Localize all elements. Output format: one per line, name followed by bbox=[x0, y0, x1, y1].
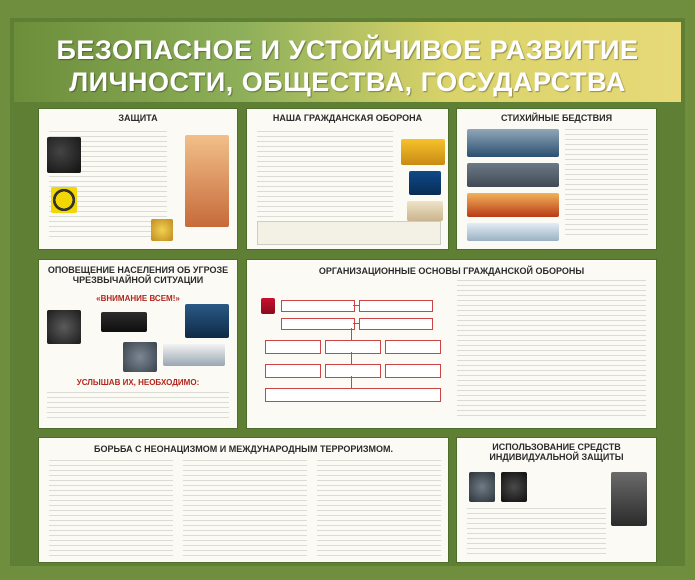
badge-icon bbox=[151, 219, 173, 241]
org-box-9 bbox=[325, 364, 381, 378]
tv-image bbox=[185, 304, 229, 338]
panel-title-protection: ЗАЩИТА bbox=[118, 113, 158, 123]
alert-footer-text: УСЛЫШАВ ИХ, НЕОБХОДИМО: bbox=[76, 378, 200, 387]
alert-title-line-1: ОПОВЕЩЕНИЕ НАСЕЛЕНИЯ ОБ УГРОЗЕ bbox=[47, 265, 229, 275]
text-column-1 bbox=[49, 460, 173, 556]
org-box-8 bbox=[265, 364, 321, 378]
documents-image bbox=[407, 201, 443, 221]
fire-image bbox=[467, 193, 559, 217]
title-line-2: ЛИЧНОСТИ, ОБЩЕСТВА, ГОСУДАРСТВА bbox=[69, 67, 626, 97]
org-box-5 bbox=[265, 340, 321, 354]
org-box-1 bbox=[281, 300, 355, 312]
ppe-title-line-1: ИСПОЛЬЗОВАНИЕ СРЕДСТВ bbox=[492, 442, 621, 452]
speaker-image bbox=[123, 342, 157, 372]
panel-title-civil-defense: НАША ГРАЖДАНСКАЯ ОБОРОНА bbox=[272, 113, 423, 123]
emblem-icon bbox=[261, 298, 275, 314]
poster-title bbox=[14, 34, 681, 98]
radio-image bbox=[101, 312, 147, 332]
org-box-6 bbox=[325, 340, 381, 354]
org-box-11 bbox=[265, 388, 441, 402]
org-box-3 bbox=[281, 318, 355, 330]
panel-organization bbox=[246, 259, 657, 429]
org-box-2 bbox=[359, 300, 433, 312]
flood-image bbox=[467, 129, 559, 157]
org-box-4 bbox=[359, 318, 433, 330]
panel-natural-disasters bbox=[456, 108, 657, 250]
ppe-title-line-2: ИНДИВИДУАЛЬНОЙ ЗАЩИТЫ bbox=[489, 452, 624, 462]
text-block-ppe bbox=[467, 508, 606, 554]
panel-ppe bbox=[456, 437, 657, 563]
panel-title-terrorism: БОРЬБА С НЕОНАЦИЗМОМ И МЕЖДУНАРОДНЫМ ТЕРРОРИЗМОМ. bbox=[94, 444, 393, 454]
org-box-10 bbox=[385, 364, 441, 378]
panel-alert bbox=[38, 259, 238, 429]
text-block-organization bbox=[457, 280, 646, 418]
form-strip bbox=[257, 221, 441, 245]
org-connector-2 bbox=[353, 323, 359, 324]
org-connector-3 bbox=[351, 328, 352, 340]
suit-image bbox=[611, 472, 647, 526]
alert-title-line-2: ЧРЕЗВЫЧАЙНОЙ СИТУАЦИИ bbox=[72, 275, 204, 285]
text-column-2 bbox=[183, 460, 307, 556]
gasmask-2-image bbox=[501, 472, 527, 502]
panel-title-ppe bbox=[457, 442, 656, 462]
snow-image bbox=[467, 223, 559, 241]
panel-title-natural-disasters: СТИХИЙНЫЕ БЕДСТВИЯ bbox=[500, 113, 613, 123]
panel-protection bbox=[38, 108, 238, 250]
org-connector-1 bbox=[353, 305, 359, 306]
text-column-3 bbox=[317, 460, 441, 556]
org-connector-5 bbox=[351, 376, 352, 388]
header-banner bbox=[14, 22, 681, 102]
gasmask-image bbox=[47, 137, 81, 173]
bag-image bbox=[409, 171, 441, 195]
panel-civil-defense bbox=[246, 108, 449, 250]
text-block-civil-defense bbox=[257, 131, 393, 219]
text-block-natural-disasters bbox=[565, 129, 648, 239]
org-box-7 bbox=[385, 340, 441, 354]
bus-image bbox=[401, 139, 445, 165]
police-car-image bbox=[163, 344, 225, 366]
panel-title-organization: ОРГАНИЗАЦИОННЫЕ ОСНОВЫ ГРАЖДАНСКОЙ ОБОРОНЫ bbox=[318, 266, 585, 276]
text-block-alert bbox=[47, 392, 229, 420]
siren-image bbox=[47, 310, 81, 344]
alert-banner-text: «ВНИМАНИЕ ВСЕМ!» bbox=[96, 294, 180, 303]
panel-title-alert bbox=[39, 265, 237, 285]
respirator-image bbox=[469, 472, 495, 502]
org-connector-4 bbox=[351, 352, 352, 364]
radiation-icon bbox=[51, 187, 77, 213]
title-line-1: БЕЗОПАСНОЕ И УСТОЙЧИВОЕ РАЗВИТИЕ bbox=[56, 35, 639, 65]
storm-image bbox=[467, 163, 559, 187]
panel-terrorism bbox=[38, 437, 449, 563]
person-image bbox=[185, 135, 229, 227]
